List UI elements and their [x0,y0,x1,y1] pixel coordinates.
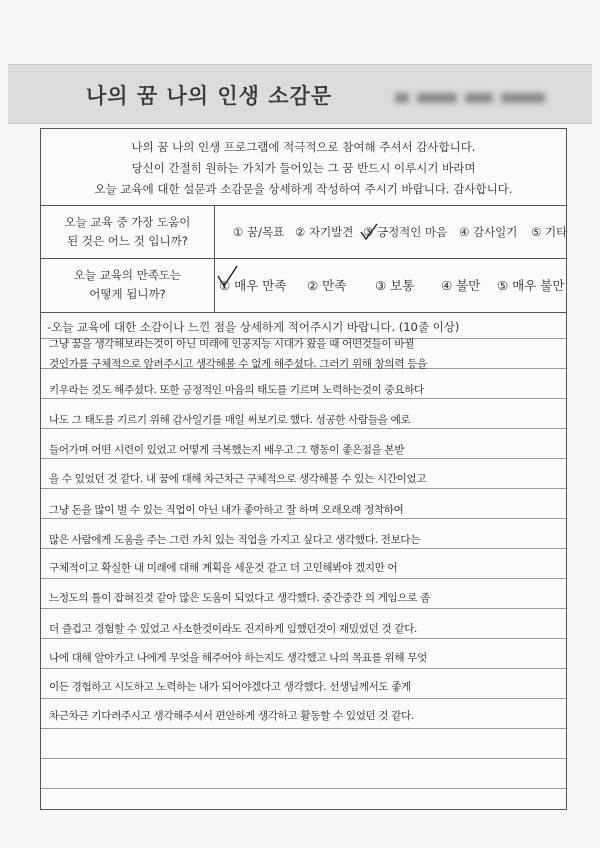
intro-line: 나의 꿈 나의 인생 프로그램에 적극적으로 참여해 주셔서 감사합니다. [131,140,476,154]
option-satisfied[interactable]: ② 만족 [307,278,347,293]
essay-line: 그냥 돈을 많이 벌 수 있는 직업이 아닌 내가 좋아하고 잘 하며 오래오래 정착하여 [49,504,404,516]
option-dissatisfied[interactable]: ④ 불만 [441,278,481,293]
option-neutral[interactable]: ③ 보통 [375,278,415,293]
ruled-line [41,668,566,669]
ruled-line [41,608,566,609]
ruled-line [41,398,566,399]
option-self-discovery[interactable]: ② 자기발견 [295,225,354,239]
option-positive-mind[interactable]: ③ 긍정적인 마음 [363,225,448,239]
ruled-line [41,788,566,789]
question-label-line: 오늘 교육 중 가장 도움이 [64,215,191,229]
essay-line: 것인가를 구체적으로 알려주시고 생각해볼 수 없게 해주셨다. 그러기 위해 창의력 등을 [49,358,427,370]
ruled-line [41,458,566,459]
essay-line: 들어가며 어떤 시련이 있었고 어떻게 극복했는지 배우고 그 행동이 좋은점을 본받 [49,444,405,456]
option-gratitude-journal[interactable]: ④ 감사일기 [459,225,518,239]
question-label [41,206,215,258]
options-satisfaction [215,258,566,312]
question-label-line: 오늘 교육의 만족도는 [73,268,182,282]
option-very-dissatisfied[interactable]: ⑤ 매우 불만 [497,278,565,293]
ruled-line [41,578,566,579]
options-most-helpful [215,206,566,258]
ruled-line [41,428,566,429]
question-satisfaction [41,258,566,313]
page-title: 나의 꿈 나의 인생 소감문 [86,84,333,108]
ruled-line [41,758,566,759]
survey-form [40,128,567,810]
ruled-line [41,698,566,699]
essay-line: 차근차근 기다려주시고 생각해주셔서 편안하게 생각하고 활동할 수 있었던 것 같다. [49,710,415,722]
intro-line: 오늘 교육에 대한 설문과 소감문을 상세하게 작성하여 주시기 바랍니다. 감사합니다. [94,182,513,196]
ruled-line [41,548,566,549]
essay-line: 나도 그 태도를 기르기 위해 감사일기를 매일 써보기로 했다. 성공한 사람들을 예로 [49,414,411,426]
essay-prompt: -오늘 교육에 대한 소감이나 느낀 점을 상세하게 적어주시기 바랍니다. (10줄 이상) [47,320,460,334]
essay-line: 나에 대해 알아가고 나에게 무엇을 해주어야 하는지도 생각했고 나의 목표를 위해 무엇 [49,652,427,664]
essay-line: 많은 사람에게 도움을 주는 그런 가치 있는 직업을 가지고 싶다고 생각했다. 전보다는 [49,534,421,546]
ruled-line [41,728,566,729]
intro-text [41,129,566,206]
question-most-helpful [41,206,566,259]
essay-line: 이든 경험하고 시도하고 노력하는 내가 되어야겠다고 생각했다. 선생님께서도 좋게 [49,681,411,693]
ruled-line [41,638,566,639]
question-label [41,258,215,312]
option-very-satisfied[interactable]: ① 매우 만족 [219,278,287,293]
essay-line: 키우라는 것도 해주셨다. 또한 긍정적인 마음의 태도를 기르며 노력하는것이 중요하다 [49,384,424,396]
ruled-line [41,518,566,519]
essay-line: 그냥 꿈을 생각해보라는것이 아닌 미래에 인공지능 시대가 왔을 때 어떤것들이 바뀔 [49,338,415,350]
option-other[interactable]: ⑤ 기타 [531,225,568,239]
essay-line: 더 즐겁고 경험할 수 있었고 사소한것이라도 진지하게 임했던것이 재밌었던 것 같다. [49,623,418,635]
question-label-line: 된 것은 어느 것 입니까? [67,234,188,248]
essay-line: 을 수 있었던 것 같다. 내 꿈에 대해 차근차근 구체적으로 생각해볼 수 있는 시간이었고 [49,473,427,485]
essay-line: 구체적이고 확실한 내 미래에 대해 계획을 세운것 같고 더 고민해봐야 겠지만 어 [49,562,398,574]
question-label-line: 어떻게 됩니까? [89,287,166,301]
redacted-name [395,90,555,106]
option-dream-goal[interactable]: ① 꿈/목표 [233,225,285,239]
intro-line: 당신이 간절히 원하는 가치가 들어있는 그 꿈 반드시 이루시기 바라며 [131,161,476,175]
ruled-line [41,488,566,489]
essay-line: 느정도의 틀이 잡혀진것 같아 많은 도움이 되었다고 생각했다. 중간중간 의 게임으로 좀 [49,592,430,604]
